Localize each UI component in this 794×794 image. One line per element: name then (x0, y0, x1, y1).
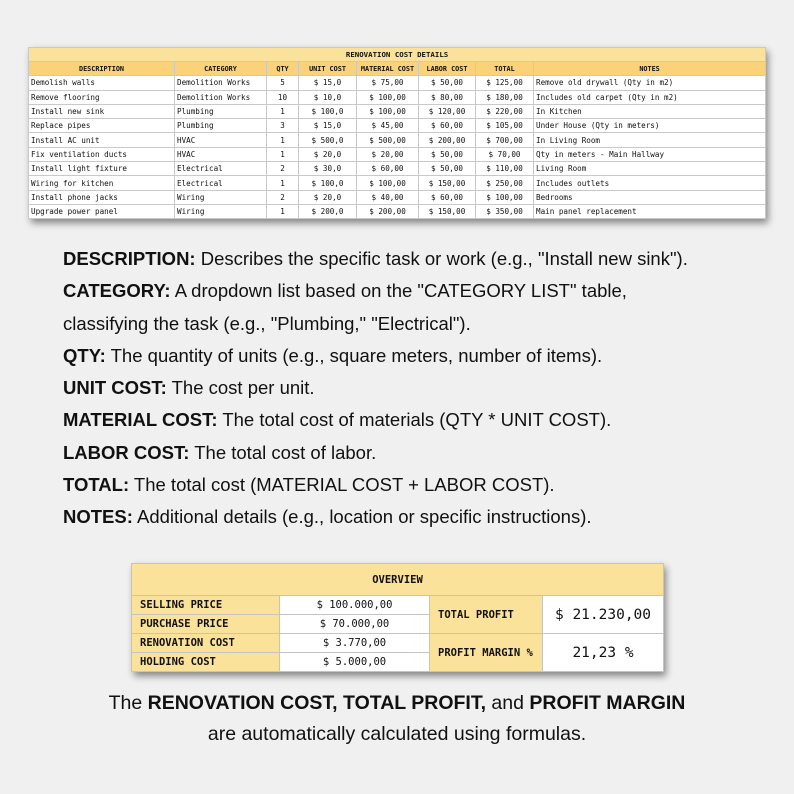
table-cell[interactable]: Plumbing (175, 104, 267, 118)
explanation-term: MATERIAL COST: (63, 409, 218, 431)
table-cell[interactable]: Install light fixture (29, 162, 175, 176)
table-cell[interactable]: $ 50,00 (419, 162, 476, 176)
table-cell: $ 500,00 (357, 133, 419, 147)
selling-price-value[interactable]: $ 100.000,00 (280, 596, 430, 615)
table-cell: $ 40,00 (357, 190, 419, 204)
total-profit-value: $ 21.230,00 (543, 596, 664, 634)
table-cell[interactable]: $ 500,0 (299, 133, 357, 147)
table-row (29, 104, 766, 118)
table-cell[interactable]: 1 (267, 176, 299, 190)
header-row (29, 62, 766, 76)
explanation-term: NOTES: (63, 506, 133, 528)
profit-margin-label: PROFIT MARGIN % (430, 634, 543, 672)
table-cell[interactable]: Bedrooms (534, 190, 766, 204)
explanation-line (63, 340, 763, 372)
purchase-price-value[interactable]: $ 70.000,00 (280, 615, 430, 634)
table-cell[interactable]: Wiring (175, 190, 267, 204)
table-cell: $ 100,00 (476, 190, 534, 204)
table-cell[interactable]: Plumbing (175, 119, 267, 133)
table-cell[interactable]: Fix ventilation ducts (29, 147, 175, 161)
explanation-term: TOTAL: (63, 474, 130, 496)
table-row (29, 190, 766, 204)
column-header: DESCRIPTION (29, 62, 175, 76)
table-cell[interactable]: 1 (267, 147, 299, 161)
footer-bold-2: PROFIT MARGIN (529, 692, 686, 714)
table-cell[interactable]: $ 80,00 (419, 90, 476, 104)
table-cell[interactable]: In Kitchen (534, 104, 766, 118)
table-cell[interactable]: Remove flooring (29, 90, 175, 104)
table-cell[interactable]: $ 200,0 (299, 204, 357, 218)
table-row (29, 133, 766, 147)
table-cell[interactable]: $ 10,0 (299, 90, 357, 104)
table-cell: $ 200,00 (357, 204, 419, 218)
table-cell[interactable]: Wiring for kitchen (29, 176, 175, 190)
footer-text-1: The (108, 692, 148, 714)
table-cell[interactable]: Install phone jacks (29, 190, 175, 204)
table-cell[interactable]: $ 20,0 (299, 147, 357, 161)
table-cell: $ 100,00 (357, 176, 419, 190)
explanation-text: Describes the specific task or work (e.g., "Install new sink"). (195, 248, 688, 269)
explanation-line (63, 372, 763, 404)
table-cell[interactable]: 10 (267, 90, 299, 104)
overview-table (131, 563, 664, 672)
explanation-term: QTY: (63, 344, 106, 366)
table-cell: $ 75,00 (357, 76, 419, 90)
table-cell[interactable]: $ 50,00 (419, 76, 476, 90)
table-row (29, 147, 766, 161)
table-cell: $ 125,00 (476, 76, 534, 90)
table-cell[interactable]: $ 20,0 (299, 190, 357, 204)
table-cell[interactable]: $ 15,0 (299, 76, 357, 90)
table-cell: $ 100,00 (357, 90, 419, 104)
profit-margin-value: 21,23 % (543, 634, 664, 672)
table-cell[interactable]: Demolition Works (175, 90, 267, 104)
explanation-term: UNIT COST: (63, 377, 167, 399)
table-title: RENOVATION COST DETAILS (29, 48, 766, 62)
renovation-cost-sheet (28, 47, 765, 219)
table-cell[interactable]: 2 (267, 162, 299, 176)
explanation-text: classifying the task (e.g., "Plumbing," "Electrical"). (63, 312, 471, 334)
explanation-text: The total cost of materials (QTY * UNIT COST). (217, 409, 612, 431)
total-profit-label: TOTAL PROFIT (430, 596, 543, 634)
table-cell[interactable]: Main panel replacement (534, 204, 766, 218)
table-cell[interactable]: Living Room (534, 162, 766, 176)
explanation-text: A dropdown list based on the "CATEGORY LIST" table, (170, 280, 627, 302)
table-cell[interactable]: Qty in meters - Main Hallway (534, 147, 766, 161)
table-cell[interactable]: Demolish walls (29, 76, 175, 90)
column-header: TOTAL (476, 62, 534, 76)
table-cell[interactable]: HVAC (175, 147, 267, 161)
table-cell[interactable]: $ 100,0 (299, 104, 357, 118)
table-cell[interactable]: Electrical (175, 162, 267, 176)
explanation-line (63, 469, 763, 501)
footer-note (0, 688, 794, 750)
table-cell[interactable]: $ 60,00 (419, 119, 476, 133)
column-header: MATERIAL COST (357, 62, 419, 76)
footer-line-2: are automatically calculated using formulas. (207, 723, 587, 745)
column-explanations (63, 243, 763, 534)
table-cell[interactable]: Wiring (175, 204, 267, 218)
table-cell[interactable]: $ 30,0 (299, 162, 357, 176)
table-cell[interactable]: $ 50,00 (419, 147, 476, 161)
holding-cost-label: HOLDING COST (132, 653, 280, 672)
column-header: LABOR COST (419, 62, 476, 76)
table-cell: $ 45,00 (357, 119, 419, 133)
overview-title: OVERVIEW (132, 564, 664, 596)
table-cell[interactable]: $ 15,0 (299, 119, 357, 133)
renovation-cost-value: $ 3.770,00 (280, 634, 430, 653)
table-row (29, 76, 766, 90)
explanation-text: Additional details (e.g., location or specific instructions). (132, 506, 592, 528)
table-cell: $ 70,00 (476, 147, 534, 161)
renovation-cost-label: RENOVATION COST (132, 634, 280, 653)
table-cell[interactable]: $ 150,00 (419, 176, 476, 190)
table-cell[interactable]: In Living Room (534, 133, 766, 147)
table-cell: $ 60,00 (357, 162, 419, 176)
table-cell[interactable]: $ 100,0 (299, 176, 357, 190)
table-cell: $ 100,00 (357, 104, 419, 118)
renovation-cost-table (28, 47, 766, 219)
table-cell[interactable]: 1 (267, 204, 299, 218)
explanation-line (63, 308, 763, 340)
table-cell: $ 180,00 (476, 90, 534, 104)
explanation-line (63, 437, 763, 469)
table-cell[interactable]: $ 60,00 (419, 190, 476, 204)
table-cell[interactable]: Includes outlets (534, 176, 766, 190)
table-cell: $ 105,00 (476, 119, 534, 133)
explanation-text: The quantity of units (e.g., square meters, number of items). (105, 344, 603, 366)
table-row (29, 90, 766, 104)
table-cell[interactable]: $ 200,00 (419, 133, 476, 147)
table-cell: $ 350,00 (476, 204, 534, 218)
table-cell[interactable]: $ 150,00 (419, 204, 476, 218)
table-cell[interactable]: Upgrade power panel (29, 204, 175, 218)
table-cell: $ 110,00 (476, 162, 534, 176)
column-header: NOTES (534, 62, 766, 76)
table-row (29, 176, 766, 190)
table-cell[interactable]: Replace pipes (29, 119, 175, 133)
explanation-text: The total cost (MATERIAL COST + LABOR COST). (129, 474, 555, 496)
footer-text-2: and (486, 692, 530, 714)
table-cell: $ 220,00 (476, 104, 534, 118)
explanation-line (63, 501, 763, 533)
purchase-price-label: PURCHASE PRICE (132, 615, 280, 634)
table-row (29, 119, 766, 133)
footer-bold-1: RENOVATION COST, TOTAL PROFIT, (147, 692, 487, 714)
table-cell[interactable]: $ 120,00 (419, 104, 476, 118)
column-header: QTY (267, 62, 299, 76)
explanation-text: The cost per unit. (166, 377, 315, 399)
table-cell[interactable]: Install AC unit (29, 133, 175, 147)
table-cell[interactable]: 1 (267, 104, 299, 118)
table-cell: $ 700,00 (476, 133, 534, 147)
column-header: UNIT COST (299, 62, 357, 76)
table-cell[interactable]: 2 (267, 190, 299, 204)
column-header: CATEGORY (175, 62, 267, 76)
table-cell: $ 20,00 (357, 147, 419, 161)
explanation-term: LABOR COST: (63, 441, 190, 463)
explanation-line (63, 275, 763, 307)
table-cell[interactable]: 5 (267, 76, 299, 90)
footer-line-1 (0, 688, 794, 719)
selling-price-label: SELLING PRICE (132, 596, 280, 615)
table-row (29, 162, 766, 176)
overview-panel (131, 563, 663, 672)
table-body (29, 76, 766, 219)
explanation-term: DESCRIPTION: (63, 248, 196, 269)
explanation-text: The total cost of labor. (189, 441, 377, 463)
table-cell[interactable]: 1 (267, 133, 299, 147)
table-cell[interactable]: HVAC (175, 133, 267, 147)
table-row (29, 204, 766, 218)
table-cell[interactable]: 3 (267, 119, 299, 133)
table-cell[interactable]: Under House (Qty in meters) (534, 119, 766, 133)
table-cell: $ 250,00 (476, 176, 534, 190)
table-cell[interactable]: Remove old drywall (Qty in m2) (534, 76, 766, 90)
explanation-line (63, 404, 763, 436)
explanation-term: CATEGORY: (63, 280, 171, 302)
table-cell[interactable]: Install new sink (29, 104, 175, 118)
table-cell[interactable]: Electrical (175, 176, 267, 190)
table-cell[interactable]: Includes old carpet (Qty in m2) (534, 90, 766, 104)
table-cell[interactable]: Demolition Works (175, 76, 267, 90)
explanation-line (63, 243, 763, 275)
holding-cost-value[interactable]: $ 5.000,00 (280, 653, 430, 672)
